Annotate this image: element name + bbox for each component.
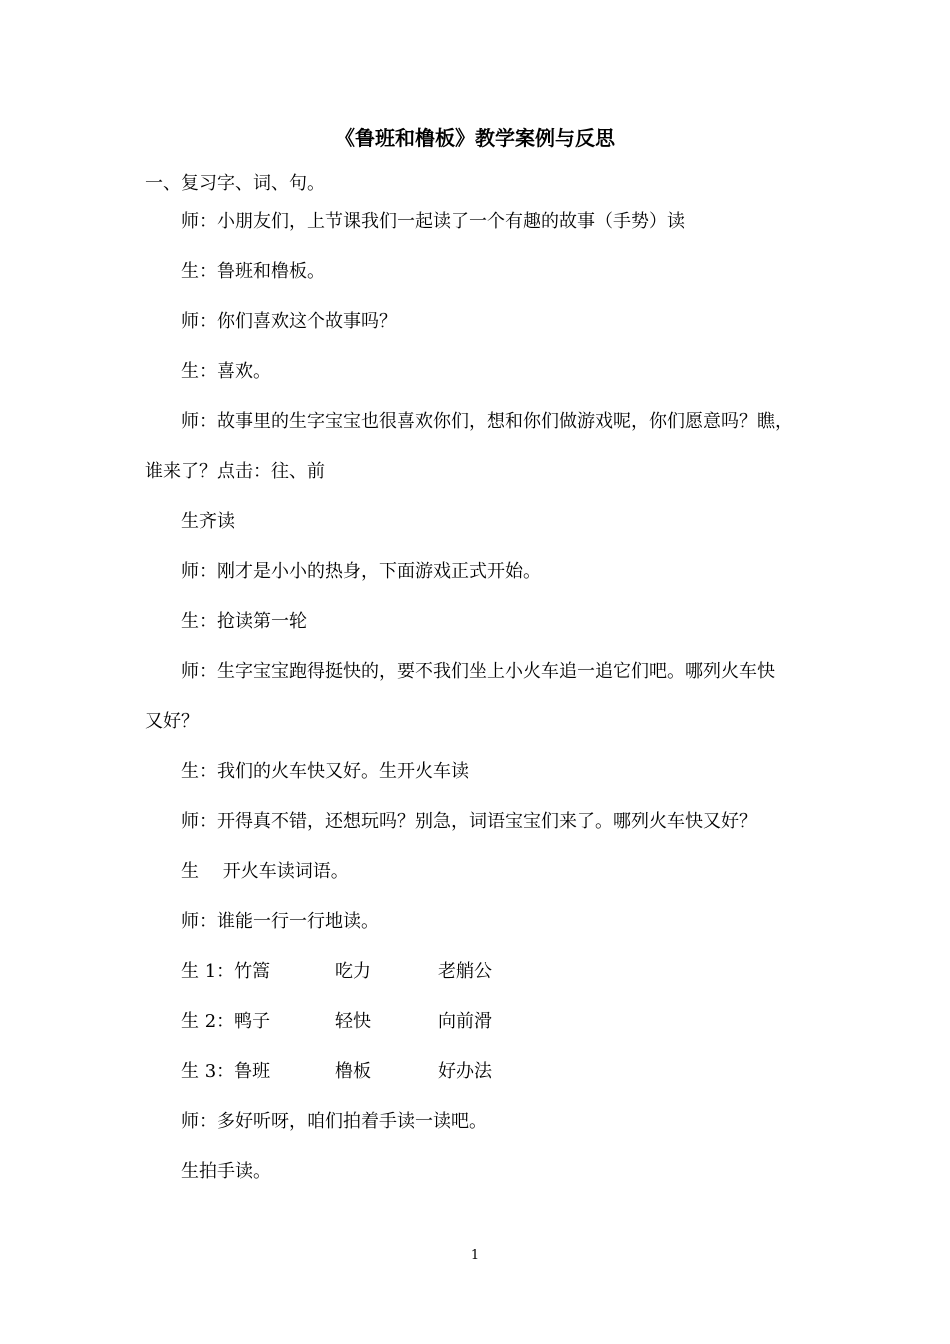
word-row-word: 吃力 bbox=[335, 961, 371, 982]
paragraph-continuation: 谁来了？点击：往、前 bbox=[145, 461, 325, 482]
word-row-word: 橹板 bbox=[335, 1061, 371, 1082]
paragraph: 师：小朋友们，上节课我们一起读了一个有趣的故事（手势）读 bbox=[181, 211, 685, 232]
paragraph: 师：刚才是小小的热身，下面游戏正式开始。 bbox=[181, 561, 541, 582]
paragraph: 师：你们喜欢这个故事吗？ bbox=[181, 311, 397, 332]
paragraph: 师：多好听呀，咱们拍着手读一读吧。 bbox=[181, 1111, 487, 1132]
paragraph: 生拍手读。 bbox=[181, 1161, 271, 1182]
paragraph: 生齐读 bbox=[181, 511, 235, 532]
paragraph: 生 开火车读词语。 bbox=[181, 861, 349, 882]
paragraph: 生：喜欢。 bbox=[181, 361, 271, 382]
word-row-label: 生 1：竹篙 bbox=[181, 961, 271, 982]
word-row-word: 老艄公 bbox=[438, 961, 492, 982]
word-row-label: 生 3：鲁班 bbox=[181, 1061, 271, 1082]
paragraph: 师：开得真不错，还想玩吗？别急，词语宝宝们来了。哪列火车快又好？ bbox=[181, 811, 757, 832]
page-number: 1 bbox=[470, 1248, 480, 1263]
paragraph-continuation: 又好？ bbox=[145, 711, 199, 732]
document-title: 《鲁班和橹板》教学案例与反思 bbox=[335, 126, 615, 150]
word-row-word: 向前滑 bbox=[438, 1011, 492, 1032]
word-row-word: 好办法 bbox=[438, 1061, 492, 1082]
word-row-label: 生 2：鸭子 bbox=[181, 1011, 271, 1032]
paragraph: 师：故事里的生字宝宝也很喜欢你们，想和你们做游戏呢，你们愿意吗？瞧， bbox=[181, 411, 793, 432]
paragraph: 师：生字宝宝跑得挺快的，要不我们坐上小火车追一追它们吧。哪列火车快 bbox=[181, 661, 775, 682]
section-heading: 一、复习字、词、句。 bbox=[145, 173, 325, 194]
paragraph: 生：鲁班和橹板。 bbox=[181, 261, 325, 282]
paragraph: 师：谁能一行一行地读。 bbox=[181, 911, 379, 932]
paragraph: 生：抢读第一轮 bbox=[181, 611, 307, 632]
paragraph: 生：我们的火车快又好。生开火车读 bbox=[181, 761, 469, 782]
word-row-word: 轻快 bbox=[335, 1011, 371, 1032]
